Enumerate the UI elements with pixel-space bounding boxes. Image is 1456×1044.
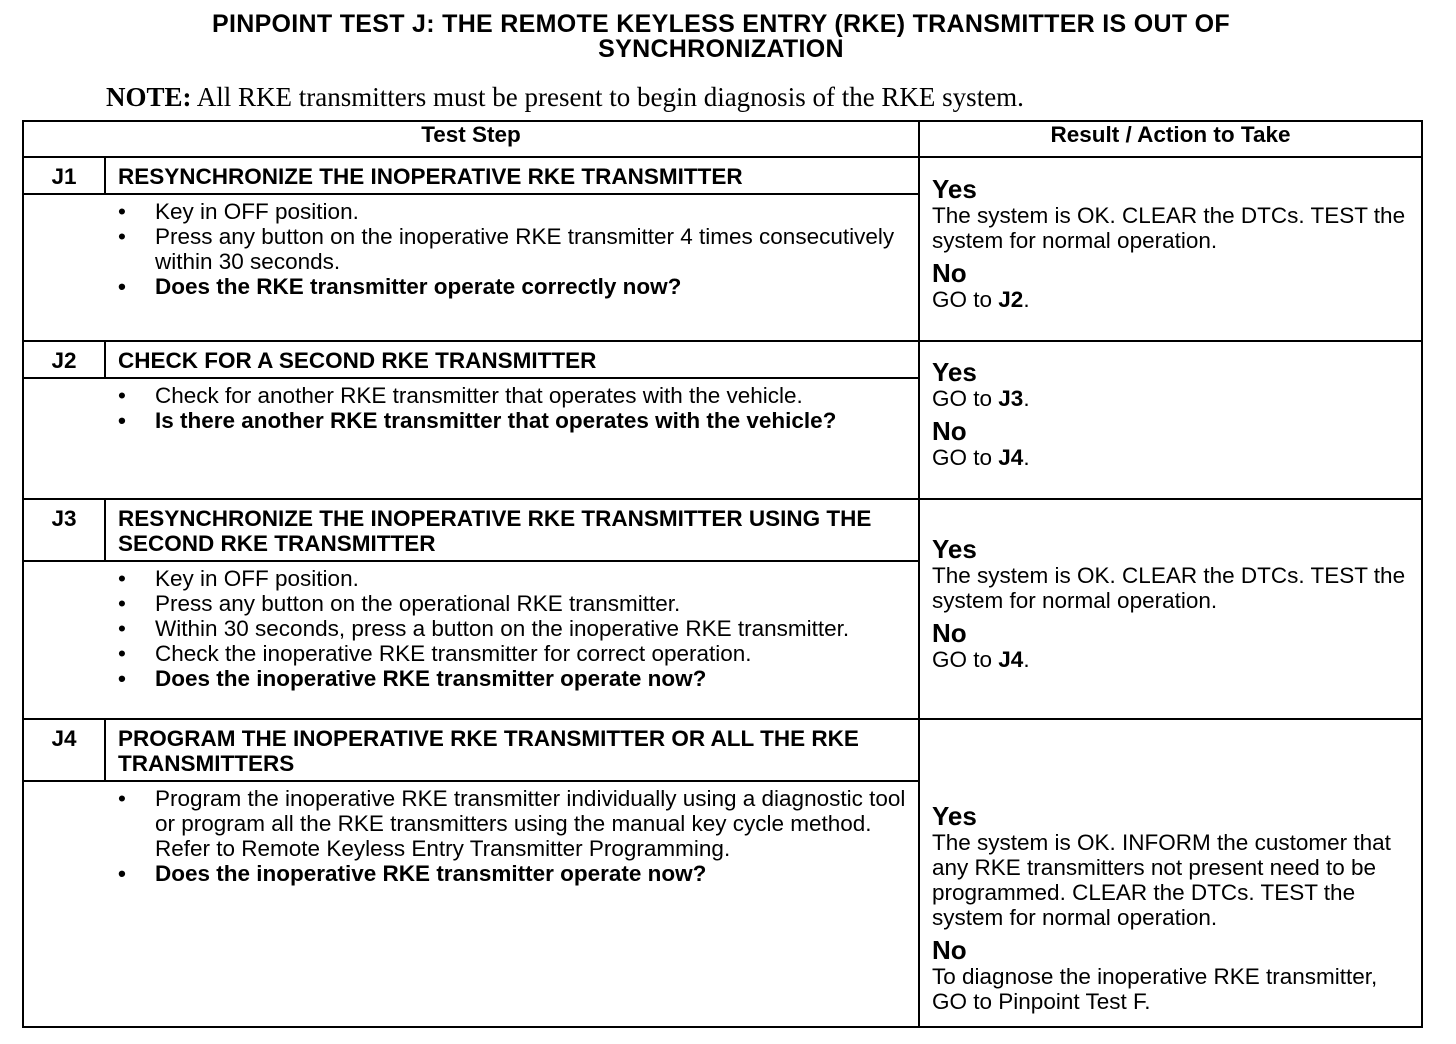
step-heading: RESYNCHRONIZE THE INOPERATIVE RKE TRANSMITTER (104, 158, 918, 193)
step-row-j1 (23, 157, 1422, 341)
step-bullet: • Check for another RKE transmitter that operates with the vehicle. (24, 383, 908, 408)
result-cell-j2 (919, 341, 1422, 499)
yes-label: Yes (932, 801, 977, 831)
step-row-j2 (23, 341, 1422, 499)
step-cell-j1 (23, 157, 919, 341)
no-action: To diagnose the inoperative RKE transmitter, GO to Pinpoint Test F. (932, 964, 1378, 1014)
note-label: NOTE: (106, 82, 192, 112)
step-ref-link: J3 (998, 386, 1024, 411)
step-heading: PROGRAM THE INOPERATIVE RKE TRANSMITTER OR ALL THE RKE TRANSMITTERS (104, 720, 918, 780)
step-row-j4 (23, 719, 1422, 1027)
result-cell-j4 (919, 719, 1422, 1027)
step-heading: RESYNCHRONIZE THE INOPERATIVE RKE TRANSMITTER USING THE SECOND RKE TRANSMITTER (104, 500, 918, 560)
step-ref-link: J2 (998, 286, 1024, 312)
table-header-row (23, 121, 1422, 157)
step-id: J1 (51, 164, 77, 189)
no-label: No (932, 617, 967, 648)
step-bullet: • Check the inoperative RKE transmitter for correct operation. (24, 641, 908, 666)
header-result-action: Result / Action to Take (919, 121, 1422, 157)
no-action: GO to J2. (932, 286, 1030, 312)
step-id: J2 (51, 348, 77, 373)
result-cell-j1 (919, 157, 1422, 341)
no-label: No (932, 416, 967, 446)
step-question: • Does the inoperative RKE transmitter operate now? (24, 666, 908, 691)
page-title-line1: PINPOINT TEST J: THE REMOTE KEYLESS ENTRY (RKE) TRANSMITTER IS OUT OF (212, 10, 1230, 38)
step-cell-j3 (23, 499, 919, 719)
step-question: • Is there another RKE transmitter that operates with the vehicle? (24, 408, 908, 433)
no-label: No (932, 257, 967, 288)
no-action: GO to J4. (932, 445, 1030, 470)
no-action: GO to J4. (932, 646, 1030, 672)
yes-label: Yes (932, 533, 977, 564)
page-title-line2: SYNCHRONIZATION (598, 35, 844, 63)
yes-action: The system is OK. INFORM the customer that any RKE transmitters not present need to be programmed. CLEAR the DTCs. TEST the system for normal operation. (932, 830, 1391, 930)
step-id: J3 (51, 506, 77, 531)
no-label: No (932, 935, 967, 965)
step-body (24, 193, 918, 303)
step-bullet: • Within 30 seconds, press a button on the inoperative RKE transmitter. (24, 616, 908, 641)
yes-label: Yes (932, 173, 977, 204)
step-question: • Does the inoperative RKE transmitter operate now? (24, 861, 908, 886)
step-cell-j4 (23, 719, 919, 1027)
step-body (24, 780, 918, 890)
yes-label: Yes (932, 357, 977, 387)
step-bullet: • Key in OFF position. (24, 199, 908, 224)
page-title (0, 12, 1442, 62)
pinpoint-test-table (22, 120, 1423, 1028)
step-ref-link: J4 (998, 646, 1024, 672)
yes-action: The system is OK. CLEAR the DTCs. TEST the system for normal operation. (932, 202, 1406, 253)
step-body (24, 560, 918, 695)
step-bullet: • Program the inoperative RKE transmitter individually using a diagnostic tool or program all the RKE transmitters using the manual key cycle method. Refer to Remote Keyless Entry Transmitter Programming. (24, 786, 908, 861)
step-cell-j2 (23, 341, 919, 499)
step-body (24, 377, 918, 437)
result-cell-j3 (919, 499, 1422, 719)
yes-action: GO to J3. (932, 386, 1030, 411)
step-heading: CHECK FOR A SECOND RKE TRANSMITTER (104, 342, 918, 377)
note (106, 82, 1024, 112)
note-text: All RKE transmitters must be present to begin diagnosis of the RKE system. (191, 82, 1024, 112)
step-bullet: • Press any button on the inoperative RKE transmitter 4 times consecutively within 30 seconds. (24, 224, 908, 274)
step-bullet: • Key in OFF position. (24, 566, 908, 591)
step-ref-link: J4 (998, 445, 1024, 470)
step-bullet: • Press any button on the operational RKE transmitter. (24, 591, 908, 616)
header-test-step: Test Step (23, 121, 919, 157)
step-row-j3 (23, 499, 1422, 719)
step-question: • Does the RKE transmitter operate correctly now? (24, 274, 908, 299)
yes-action: The system is OK. CLEAR the DTCs. TEST the system for normal operation. (932, 562, 1406, 613)
step-id: J4 (51, 726, 77, 751)
